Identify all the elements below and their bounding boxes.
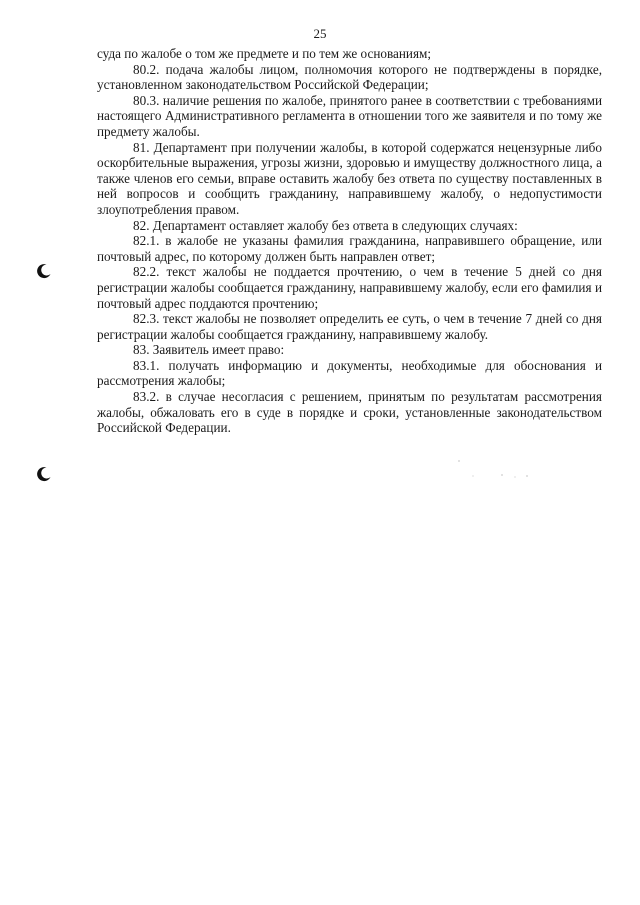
paragraph-81: 81. Департамент при получении жалобы, в которой содержатся нецензурные либо оскорбительные выражения, угрозы жизни, здоровью и имуществу должностного лица, а также членов его семьи, вправе оставить жалобу без ответа по существу поставленных в ней вопросов и сообщить гражданину, направившему жалобу, о недопустимости злоупотребления правом.: [97, 139, 602, 217]
paragraph-82-1: 82.1. в жалобе не указаны фамилия гражданина, направившего обращение, или почтовый адрес, по которому должен быть направлен ответ;: [97, 233, 602, 264]
paragraph-80-2: 80.2. подача жалобы лицом, полномочия которого не подтверждены в порядке, установленном законодательством Российской Федерации;: [97, 61, 602, 93]
paragraph-80-3: 80.3. наличие решения по жалобе, принятого ранее в соответствии с требованиями настоящего Административного регламента в отношении того же заявителя и по тому же предмету жалобы.: [97, 92, 602, 139]
paragraph-82: 82. Департамент оставляет жалобу без ответа в следующих случаях:: [133, 217, 518, 233]
page-number: 25: [313, 26, 327, 41]
paragraph-83: 83. Заявитель имеет право:: [133, 342, 285, 358]
document-body: [97, 46, 602, 436]
paragraph-83-2: 83.2. в случае несогласия с решением, принятым по результатам рассмотрения жалобы, обжаловать его в суде в порядке и сроки, установленные законодательством Российской Федерации.: [97, 389, 602, 436]
punch-hole-mark-icon: [36, 263, 52, 279]
punch-hole-mark-icon: [36, 466, 52, 482]
paragraph-83-1: 83.1. получать информацию и документы, необходимые для обоснования и рассмотрения жалобы;: [97, 357, 602, 389]
scan-noise-specks: [455, 458, 535, 482]
paragraph-82-2: 82.2. текст жалобы не поддается прочтению, о чем в течение 5 дней со дня регистрации жалобы сообщается гражданину, направившему жалобу, если его фамилия и почтовый адрес поддаются прочтению;: [97, 264, 602, 311]
paragraph-continuation: суда по жалобе о том же предмете и по тем же основаниям;: [97, 46, 432, 61]
paragraph-82-3: 82.3. текст жалобы не позволяет определить ее суть, о чем в течение 7 дней со дня регистрации жалобы сообщается гражданину, направившему жалобу.: [97, 311, 602, 342]
